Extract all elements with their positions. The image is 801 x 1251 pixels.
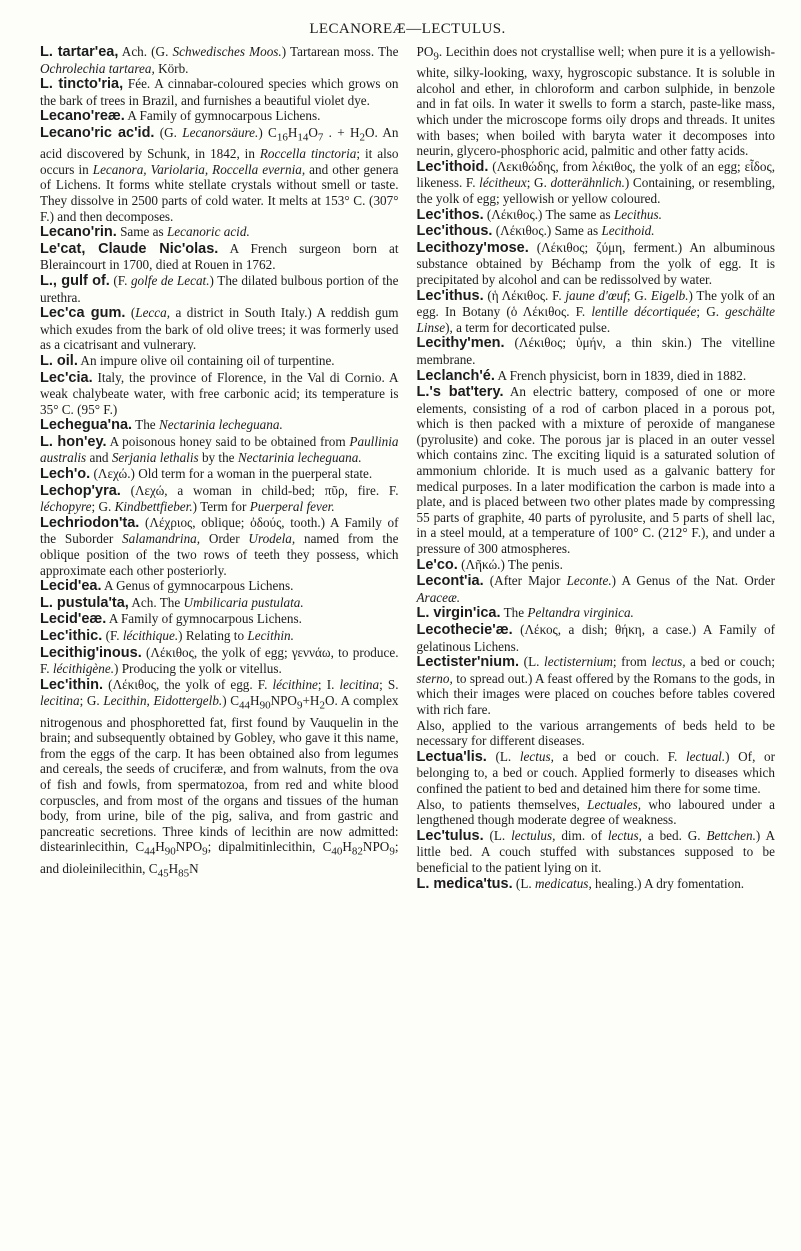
dictionary-entry bbox=[40, 241, 399, 273]
entry-definition: The Peltandra virginica. bbox=[500, 605, 634, 621]
entry-headword: L. virgin'ica. bbox=[416, 605, 501, 622]
left-column bbox=[40, 44, 399, 892]
dictionary-entry bbox=[40, 44, 399, 76]
dictionary-entry bbox=[417, 384, 776, 557]
dictionary-entry bbox=[417, 718, 776, 749]
entry-headword: L. oil. bbox=[40, 352, 78, 369]
entry-definition: (Λέκος, a dish; θήκη, a case.) A Family of gelatinous Lichens. bbox=[416, 622, 775, 654]
entry-headword: Lec'ithin. bbox=[40, 676, 104, 693]
entry-headword: L.'s bat'tery. bbox=[416, 384, 504, 401]
entry-headword: Lecano'ric ac'id. bbox=[40, 124, 155, 141]
entry-headword: Lecano'reæ. bbox=[40, 108, 125, 125]
entry-headword: Lecithig'inous. bbox=[40, 644, 142, 661]
entry-headword: Le'cat, Claude Nic'olas. bbox=[40, 240, 219, 257]
entry-definition: (L. lectus, a bed or couch. F. lectual.) Of, or belonging to, a bed or couch. Applied formerly to diseases which confined the patient to bed and detained him there for some time. bbox=[416, 748, 775, 796]
dictionary-entry bbox=[417, 207, 776, 224]
entry-definition: (Λέκιθος.) Same as Lecithoid. bbox=[492, 223, 655, 239]
entry-headword: L. pustula'ta, bbox=[40, 594, 129, 611]
dictionary-entry bbox=[40, 645, 399, 677]
entry-headword: Lec'ithous. bbox=[416, 223, 493, 240]
entry-definition: An electric battery, composed of one or more elements, consisting of a rod of carbon placed in a porous pot, which is then packed with a mixture of peroxide of manganese (pyrolusite) and coke. The porous jar is placed in an outer vessel which contains zinc. The exciting liquid is a saturated solution of ammonium chloride. It is much used as a galvanic battery for medical purposes. In a later modification the carbon is made into a plate, and is placed between two other plates made by compressing 55 parts of graphite, 40 parts of pyrolusite, and 5 parts of shell lac, in a steel mould, at a temperature of 100° C. (212° F.), and under a pressure of 300 atmospheres. bbox=[416, 384, 775, 557]
dictionary-entry bbox=[417, 223, 776, 240]
columns bbox=[40, 44, 775, 892]
entry-definition: (Λέκιθος; ζύμη, ferment.) An albuminous substance obtained by Béchamp from the yolk of egg. It is precipitated by alcohol and can be redissolved by water. bbox=[416, 239, 775, 287]
dictionary-entry bbox=[417, 240, 776, 288]
entry-definition: Also, applied to the various arrangements of beds held to be necessary for different diseases. bbox=[416, 717, 775, 749]
dictionary-entry bbox=[40, 125, 399, 224]
entry-headword: Lecont'ia. bbox=[416, 573, 484, 590]
entry-definition: A Genus of gymnocarpous Lichens. bbox=[101, 578, 294, 594]
entry-headword: Lec'ithos. bbox=[416, 206, 484, 223]
entry-definition: Italy, the province of Florence, in the Val di Cornio. A weak chalybeate water, with free carbonic acid; its temperature is 35° C. (95° F.) bbox=[40, 369, 399, 417]
entry-headword: Lecothecie'æ. bbox=[416, 622, 513, 639]
dictionary-entry bbox=[40, 434, 399, 466]
entry-headword: Leclanch'é. bbox=[416, 367, 495, 384]
entry-definition: (Λεκιθώδης, from λέκιθος, the yolk of an egg; εἶδος, likeness. F. lécitheux; G. dotterähnlich.) Containing, or resembling, the yolk of egg; yellowish or yellow coloured. bbox=[416, 158, 776, 206]
entry-definition: An impure olive oil containing oil of turpentine. bbox=[77, 352, 335, 368]
entry-definition: (Λέκιθος, the yolk of egg; γεννάω, to produce. F. lécithigène.) Producing the yolk or vitellus. bbox=[40, 644, 399, 677]
entry-definition: A poisonous honey said to be obtained from Paullinia australis and Serjania lethalis by the Nectarinia lecheguana. bbox=[40, 433, 399, 466]
entry-headword: Lechegua'na. bbox=[40, 417, 133, 434]
entry-definition: (G. Lecanorsäure.) $C_{16}H_{14}O_7$ . + $H_2O$. An acid discovered by Schunk, in 1842, in Roccella tinctoria; it also occurs in Lecanora, Variolaria, Roccella evernia, and other genera of Lichens. It forms white stellate crystals without smell or taste. They dissolve in 2500 parts of cold water. It melts at 153° C. (307° F.) and then decomposes. bbox=[40, 124, 399, 224]
dictionary-entry bbox=[40, 466, 399, 483]
entry-definition: A Family of gymnocarpous Lichens. bbox=[106, 611, 302, 627]
entry-headword: Lec'ithoid. bbox=[416, 158, 489, 175]
entry-headword: L. hon'ey. bbox=[40, 433, 107, 450]
dictionary-entry bbox=[417, 288, 776, 336]
entry-definition: Fée. A cinnabar-coloured species which grows on the bark of trees in Brazil, and furnishes a beautiful violet dye. bbox=[40, 76, 399, 108]
entry-definition: (Λεχώ.) Old term for a woman in the puerperal state. bbox=[90, 466, 373, 482]
dictionary-entry bbox=[40, 108, 399, 125]
entry-headword: Lec'ithus. bbox=[416, 287, 484, 304]
entry-headword: Lecithy'men. bbox=[416, 335, 505, 352]
dictionary-entry bbox=[417, 44, 776, 159]
dictionary-entry bbox=[40, 611, 399, 628]
entry-definition: (L. lectulus, dim. of lectus, a bed. G. Bettchen.) A little bed. A couch stuffed with substances supposed to be beneficial to the patient lying on it. bbox=[416, 827, 775, 875]
entry-headword: Lecid'eæ. bbox=[40, 611, 107, 628]
dictionary-entry bbox=[40, 370, 399, 418]
entry-headword: Lectua'lis. bbox=[416, 748, 487, 765]
entry-definition: (Λέχριος, oblique; ὀδούς, tooth.) A Family of the Suborder Salamandrina, Order Urodela, named from the oblique position of the two rows of teeth they possess, which approximate each other posteriorly. bbox=[40, 514, 399, 578]
entry-headword: Lecithozy'mose. bbox=[416, 239, 529, 256]
entry-definition: (Λεχώ, a woman in child-bed; πῦρ, fire. F. léchopyre; G. Kindbettfieber.) Term for Puerperal fever. bbox=[40, 482, 399, 515]
entry-definition: (F. golfe de Lecat.) The dilated bulbous portion of the urethra. bbox=[40, 272, 399, 305]
entry-definition: Ach. (G. Schwedisches Moos.) Tartarean moss. The Ochrolechia tartarea, Körb. bbox=[40, 44, 399, 76]
entry-headword: Lec'cia. bbox=[40, 369, 93, 386]
entry-definition: A Family of gymnocarpous Lichens. bbox=[124, 108, 321, 124]
entry-definition: (L. lectisternium; from lectus, a bed or couch; sterno, to spread out.) A feast offered by the Romans to the gods, in which their images were placed on couches before tables covered with rich fare. bbox=[416, 654, 775, 717]
dictionary-entry bbox=[40, 483, 399, 515]
dictionary-entry bbox=[40, 417, 399, 434]
entry-definition: (L. medicatus, healing.) A dry fomentation. bbox=[512, 875, 745, 891]
dictionary-entry bbox=[40, 628, 399, 645]
entry-definition: (Λέκιθος.) The same as Lecithus. bbox=[483, 206, 662, 222]
entry-definition: $PO_9$. Lecithin does not crystallise well; when pure it is a yellowish-white, silky-looking, waxy, hygroscopic substance. It is soluble in alcohol and ether, in chloroform and carbon sulphide, in benzole and in fat oils. In water it swells to form a starch, paste-like mass, which under the microscope forms oily drops and threads. It unites with bases; when boiled with baryta water it decomposes into neurin, glycero-phosphoric acid, palmitic and other fatty acids. bbox=[416, 44, 775, 159]
entry-definition: Also, to patients themselves, Lectuales, who laboured under a lengthened though moderate degree of weakness. bbox=[416, 796, 775, 828]
dictionary-entry bbox=[417, 335, 776, 367]
entry-headword: L. tartar'ea, bbox=[40, 44, 119, 60]
dictionary-entry bbox=[417, 828, 776, 876]
entry-definition: A French physicist, born in 1839, died in 1882. bbox=[494, 367, 747, 383]
dictionary-entry bbox=[40, 515, 399, 578]
entry-headword: Lecid'ea. bbox=[40, 578, 102, 595]
dictionary-entry bbox=[40, 353, 399, 370]
dictionary-entry bbox=[40, 677, 399, 882]
entry-headword: Lechop'yra. bbox=[40, 482, 121, 499]
entry-headword: L. medica'tus. bbox=[416, 875, 513, 892]
entry-definition: (Λέκιθος; ὑμήν, a thin skin.) The vitelline membrane. bbox=[416, 335, 775, 367]
dictionary-entry bbox=[417, 368, 776, 385]
dictionary-entry bbox=[417, 622, 776, 654]
entry-definition: (Λέκιθος, the yolk of egg. F. lécithine; I. lecitina; S. lecitina; G. Lecithin, Eidottergelb.) $C_{44}H_{90}NPO_9+H_2O$. A complex nitrogenous and phosphoretted fat, first found by Vauquelin in the brain; and subsequently obtained by Gobley, who gave it this name, from the eggs of the carp. It has been obtained also from legumes and cereals, the seeds of cruciferæ, and from walnuts, from the ova of fish and fowls, from spermatozoa, from red and white blood corpuscles, and from most of the organs and tissues of the human body, from urine, bile of the pig, saliva, and from gastric and pancreatic secretions. Three kinds of lecithin are now admitted: distearinlecithin, $C_{44}H_{90}NPO_9$; dipalmitinlecithin, $C_{40}H_{82}NPO_9$; and dioleinilecithin, $C_{45}H_{85}N$ bbox=[40, 676, 399, 880]
dictionary-entry bbox=[40, 224, 399, 241]
dictionary-entry bbox=[417, 557, 776, 574]
entry-definition: (Λῆκώ.) The penis. bbox=[457, 556, 563, 572]
entry-definition: (F. lécithique.) Relating to Lecithin. bbox=[102, 628, 294, 644]
dictionary-entry bbox=[40, 595, 399, 612]
entry-headword: Lechriodon'ta. bbox=[40, 514, 140, 531]
dictionary-entry bbox=[40, 76, 399, 108]
dictionary-entry bbox=[417, 749, 776, 797]
entry-definition: A French surgeon born at Bleraincourt in 1700, died at Rouen in 1762. bbox=[40, 240, 399, 273]
dictionary-entry bbox=[417, 159, 776, 207]
entry-headword: Lecano'rin. bbox=[40, 224, 117, 241]
entry-definition: (ἡ Λέκιθος. F. jaune d'œuf; G. Eigelb.) The yolk of an egg. In Botany (ὁ Λέκιθος. F. lentille décortiquée; G. geschälte Linse), a term for decorticated pulse. bbox=[416, 287, 776, 335]
dictionary-entry bbox=[40, 305, 399, 353]
entry-definition: (After Major Leconte.) A Genus of the Nat. Order Araceæ. bbox=[416, 573, 775, 605]
entry-definition: Same as Lecanoric acid. bbox=[116, 224, 250, 240]
entry-definition: (Lecca, a district in South Italy.) A reddish gum which exudes from the bark of old olive trees; it was formerly used as a cicatrisant and vulnerary. bbox=[40, 305, 399, 353]
entry-definition: The Nectarinia lecheguana. bbox=[132, 417, 283, 433]
entry-headword: L., gulf of. bbox=[40, 272, 110, 289]
entry-headword: Le'co. bbox=[416, 556, 458, 573]
entry-headword: L. tincto'ria, bbox=[40, 76, 124, 93]
entry-headword: Lec'ca gum. bbox=[40, 305, 126, 322]
dictionary-entry bbox=[40, 273, 399, 305]
dictionary-entry bbox=[417, 573, 776, 605]
right-column bbox=[417, 44, 776, 892]
dictionary-entry bbox=[417, 876, 776, 893]
dictionary-entry bbox=[417, 654, 776, 717]
running-head: LECANOREÆ—LECTULUS. bbox=[309, 21, 506, 37]
dictionary-entry bbox=[40, 578, 399, 595]
entry-headword: Lectister'nium. bbox=[416, 654, 520, 671]
entry-headword: Lech'o. bbox=[40, 466, 91, 483]
dictionary-entry bbox=[417, 797, 776, 828]
entry-headword: Lec'tulus. bbox=[416, 827, 484, 844]
entry-headword: Lec'ithic. bbox=[40, 628, 103, 645]
dictionary-entry bbox=[417, 605, 776, 622]
entry-definition: Ach. The Umbilicaria pustulata. bbox=[128, 594, 304, 610]
